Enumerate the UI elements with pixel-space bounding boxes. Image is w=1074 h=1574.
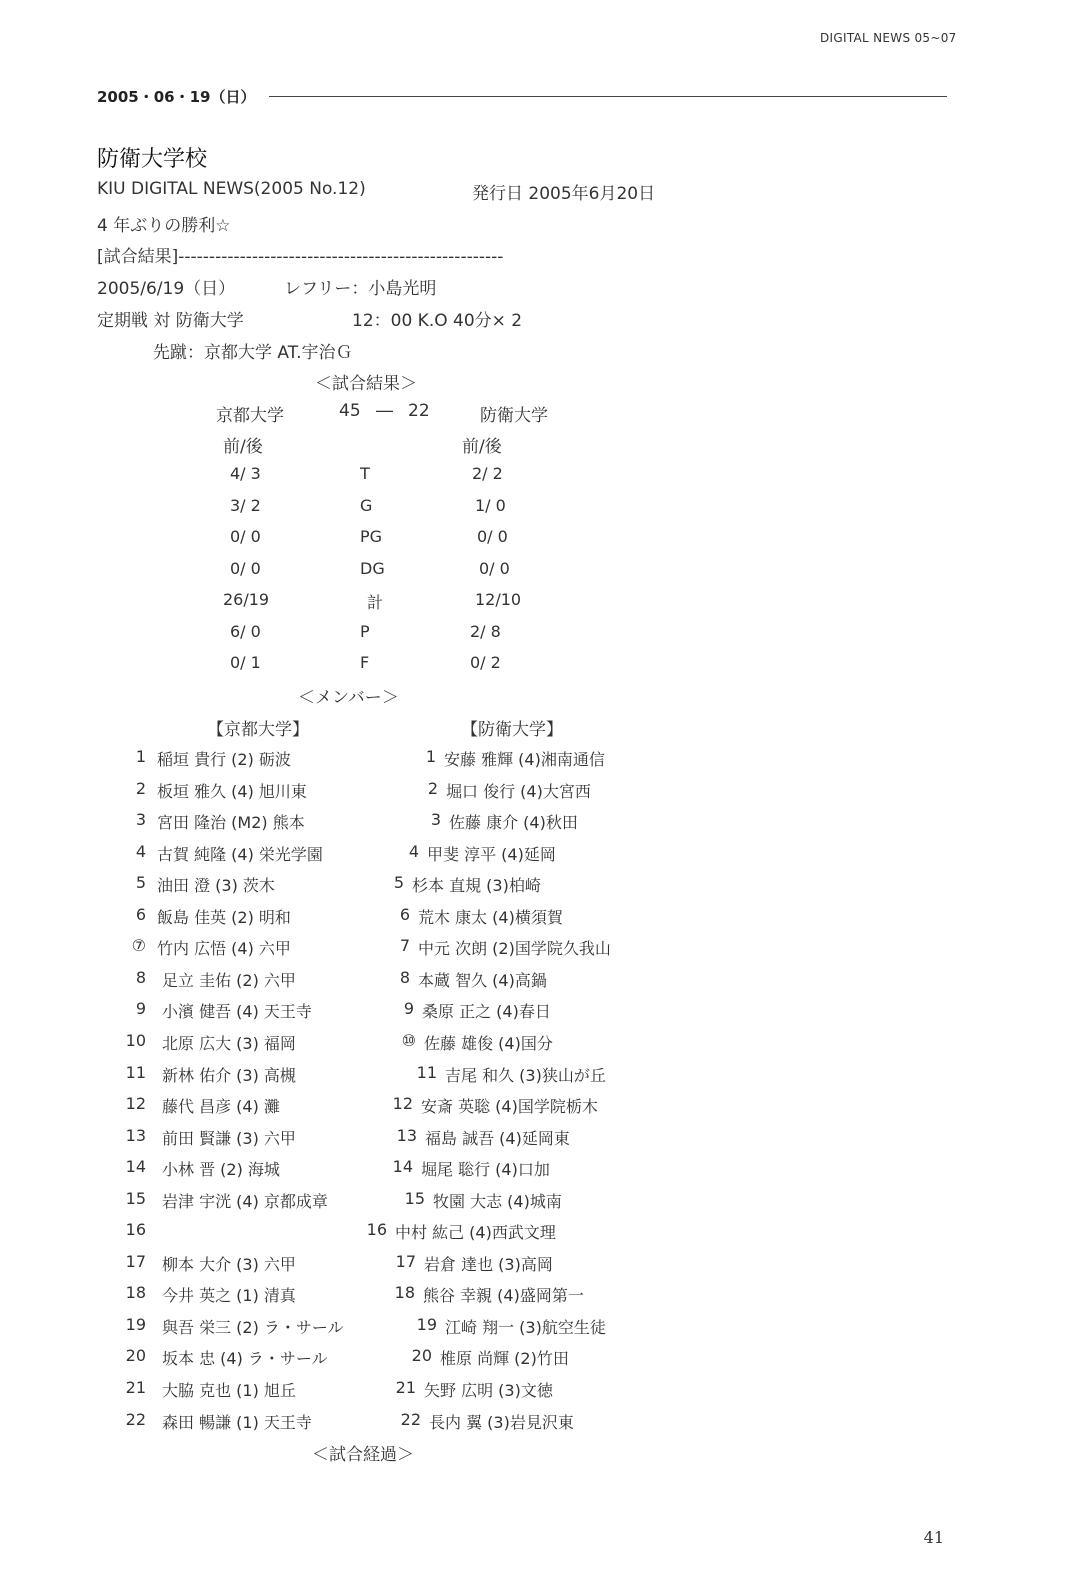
home-member-number: 21 — [125, 1378, 146, 1397]
away-member: 中元 次朗 (2)国学院久我山 — [418, 939, 611, 958]
home-member-number: 16 — [125, 1220, 146, 1239]
away-half-header: 前/後 — [462, 437, 502, 457]
home-member: 藤代 昌彦 (4) 灘 — [162, 1097, 280, 1116]
away-member-number: 19 — [416, 1315, 437, 1334]
away-member: 福島 誠吾 (4)延岡東 — [425, 1129, 570, 1148]
home-member: 北原 広大 (3) 福岡 — [162, 1034, 296, 1053]
score-home-cell: 26/19 — [223, 590, 270, 609]
away-member-number: 1 — [425, 747, 436, 766]
home-member: 古賀 純隆 (4) 栄光学園 — [157, 845, 323, 864]
home-member-number: 2 — [135, 779, 146, 798]
home-member-number: 22 — [125, 1410, 146, 1429]
home-member-number: 13 — [125, 1126, 146, 1145]
home-member-number: 17 — [125, 1252, 146, 1271]
home-member-number: 11 — [125, 1063, 146, 1082]
away-score: 22 — [408, 401, 430, 421]
away-member-number: 3 — [430, 810, 441, 829]
score-stat-label: P — [360, 622, 370, 641]
away-member-number: 20 — [411, 1346, 432, 1365]
match-type: 定期戦 対 防衛大学 — [97, 311, 244, 331]
home-member: 今井 英之 (1) 清真 — [162, 1286, 296, 1305]
home-member: 新林 佑介 (3) 高槻 — [162, 1066, 296, 1085]
home-member: 宮田 隆治 (M2) 熊本 — [157, 813, 305, 832]
home-member: 前田 賢謙 (3) 六甲 — [162, 1129, 296, 1148]
match-date: 2005/6/19（日） — [97, 279, 236, 299]
home-member-number: 3 — [135, 810, 146, 829]
home-team: 京都大学 — [216, 406, 284, 426]
home-member: 森田 暢謙 (1) 天王寺 — [162, 1413, 312, 1432]
away-member-number: 13 — [396, 1126, 417, 1145]
progress-section-title: ＜試合経過＞ — [312, 1445, 414, 1465]
away-member-number: 5 — [393, 873, 404, 892]
issue-date: 発行日 2005年6月20日 — [472, 184, 656, 204]
home-member: 油田 澄 (3) 茨木 — [157, 876, 275, 895]
home-member: 小濱 健吾 (4) 天王寺 — [162, 1002, 312, 1021]
score-dash: ― — [376, 401, 393, 421]
away-member-number: 2 — [427, 779, 438, 798]
away-member: 牧園 大志 (4)城南 — [433, 1192, 562, 1211]
home-member-number: 1 — [135, 747, 146, 766]
home-member: 坂本 忠 (4) ラ・サール — [162, 1349, 328, 1368]
page-title: 防衛大学校 — [97, 147, 208, 172]
home-half-header: 前/後 — [223, 437, 263, 457]
away-member: 江崎 翔一 (3)航空生徒 — [445, 1318, 606, 1337]
away-member-number: ⑩ — [401, 1031, 416, 1050]
away-members-title: 【防衛大学】 — [461, 720, 563, 740]
away-member-number: 15 — [404, 1189, 425, 1208]
score-stat-label: F — [360, 653, 370, 672]
away-member-number: 12 — [392, 1094, 413, 1113]
home-member: 與吾 栄三 (2) ラ・サール — [162, 1318, 344, 1337]
kickoff: 12：00 K.O 40分× 2 — [352, 311, 523, 331]
away-member-number: 8 — [399, 968, 410, 987]
score-stat-label: DG — [360, 559, 385, 578]
away-member: 堀尾 聡行 (4)口加 — [421, 1160, 550, 1179]
away-member-number: 11 — [416, 1063, 437, 1082]
score-home-cell: 0/ 0 — [230, 559, 261, 578]
score-home-cell: 3/ 2 — [230, 496, 261, 515]
home-member-number: 12 — [125, 1094, 146, 1113]
away-member-number: 18 — [394, 1283, 415, 1302]
away-member-number: 14 — [392, 1157, 413, 1176]
home-member: 岩津 宇洸 (4) 京都成章 — [162, 1192, 328, 1211]
away-member-number: 21 — [395, 1378, 416, 1397]
home-member: 稲垣 貴行 (2) 砺波 — [157, 750, 291, 769]
running-header: DIGITAL NEWS 05~07 — [820, 31, 957, 45]
home-member: 足立 圭佑 (2) 六甲 — [162, 971, 296, 990]
home-member: 飯島 佳英 (2) 明和 — [157, 908, 291, 927]
referee: レフリー：小島光明 — [284, 279, 437, 299]
away-member: 熊谷 幸親 (4)盛岡第一 — [423, 1286, 584, 1305]
score-away-cell: 0/ 0 — [477, 527, 508, 546]
score-stat-label: 計 — [367, 593, 384, 612]
date-row — [97, 86, 947, 106]
result-header: [試合結果]----------------------------------------------------- — [97, 247, 504, 267]
score-away-cell: 2/ 2 — [472, 464, 503, 483]
home-member: 板垣 雅久 (4) 旭川東 — [157, 782, 307, 801]
away-member: 佐藤 雄俊 (4)国分 — [424, 1034, 553, 1053]
away-member: 杉本 直規 (3)柏崎 — [412, 876, 541, 895]
score-section-title: ＜試合結果＞ — [315, 374, 417, 394]
home-member-number: 6 — [135, 905, 146, 924]
home-member: 大脇 克也 (1) 旭丘 — [162, 1381, 296, 1400]
header-rule — [269, 96, 947, 97]
away-member: 桑原 正之 (4)春日 — [422, 1002, 551, 1021]
headline: 4 年ぶりの勝利☆ — [97, 216, 231, 236]
home-member-number: 18 — [125, 1283, 146, 1302]
score-home-cell: 6/ 0 — [230, 622, 261, 641]
away-member: 長内 翼 (3)岩見沢東 — [429, 1413, 574, 1432]
away-member: 荒木 康太 (4)横須賀 — [418, 908, 563, 927]
score-home-cell: 4/ 3 — [230, 464, 261, 483]
away-member: 矢野 広明 (3)文徳 — [424, 1381, 553, 1400]
home-member-number: 14 — [125, 1157, 146, 1176]
newsletter-name: KIU DIGITAL NEWS(2005 No.12) — [97, 179, 366, 199]
away-member: 堀口 俊行 (4)大宮西 — [446, 782, 591, 801]
score-away-cell: 1/ 0 — [475, 496, 506, 515]
score-away-cell: 0/ 0 — [479, 559, 510, 578]
away-member-number: 16 — [366, 1220, 387, 1239]
away-member-number: 6 — [399, 905, 410, 924]
score-home-cell: 0/ 0 — [230, 527, 261, 546]
away-member-number: 4 — [408, 842, 419, 861]
home-member-number: 20 — [125, 1346, 146, 1365]
home-member-number: 19 — [125, 1315, 146, 1334]
score-away-cell: 0/ 2 — [470, 653, 501, 672]
away-team: 防衛大学 — [480, 406, 548, 426]
away-member-number: 22 — [400, 1410, 421, 1429]
away-member: 吉尾 和久 (3)狭山が丘 — [445, 1066, 606, 1085]
score-stat-label: T — [360, 464, 370, 483]
date-label: 2005・06・19（日） — [97, 88, 256, 106]
score-stat-label: G — [360, 496, 373, 515]
home-member-number: 15 — [125, 1189, 146, 1208]
score-away-cell: 12/10 — [475, 590, 522, 609]
page-number: 41 — [923, 1528, 944, 1547]
away-member-number: 17 — [395, 1252, 416, 1271]
away-member: 安藤 雅輝 (4)湘南通信 — [444, 750, 605, 769]
away-member: 岩倉 達也 (3)高岡 — [424, 1255, 553, 1274]
home-member-number: 8 — [135, 968, 146, 987]
home-member: 竹内 広悟 (4) 六甲 — [157, 939, 291, 958]
home-members-title: 【京都大学】 — [207, 720, 309, 740]
home-score: 45 — [339, 401, 361, 421]
score-stat-label: PG — [360, 527, 383, 546]
away-member-number: 7 — [399, 936, 410, 955]
home-member-number: 5 — [135, 873, 146, 892]
first-kick: 先蹴：京都大学 AT.宇治Ｇ — [153, 343, 353, 363]
away-member: 椎原 尚輝 (2)竹田 — [440, 1349, 569, 1368]
away-member: 中村 紘己 (4)西武文理 — [395, 1223, 556, 1242]
score-home-cell: 0/ 1 — [230, 653, 261, 672]
score-away-cell: 2/ 8 — [470, 622, 501, 641]
home-member-number: 10 — [125, 1031, 146, 1050]
home-member-number: 9 — [135, 999, 146, 1018]
away-member-number: 9 — [403, 999, 414, 1018]
members-section-title: ＜メンバー＞ — [298, 688, 399, 708]
home-member: 柳本 大介 (3) 六甲 — [162, 1255, 296, 1274]
away-member: 本蔵 智久 (4)高鍋 — [418, 971, 547, 990]
home-member-number: 4 — [135, 842, 146, 861]
away-member: 安斎 英聡 (4)国学院栃木 — [421, 1097, 598, 1116]
home-member-number: ⑦ — [131, 936, 146, 955]
home-member: 小林 晋 (2) 海城 — [162, 1160, 280, 1179]
away-member: 佐藤 康介 (4)秋田 — [449, 813, 578, 832]
away-member: 甲斐 淳平 (4)延岡 — [427, 845, 556, 864]
